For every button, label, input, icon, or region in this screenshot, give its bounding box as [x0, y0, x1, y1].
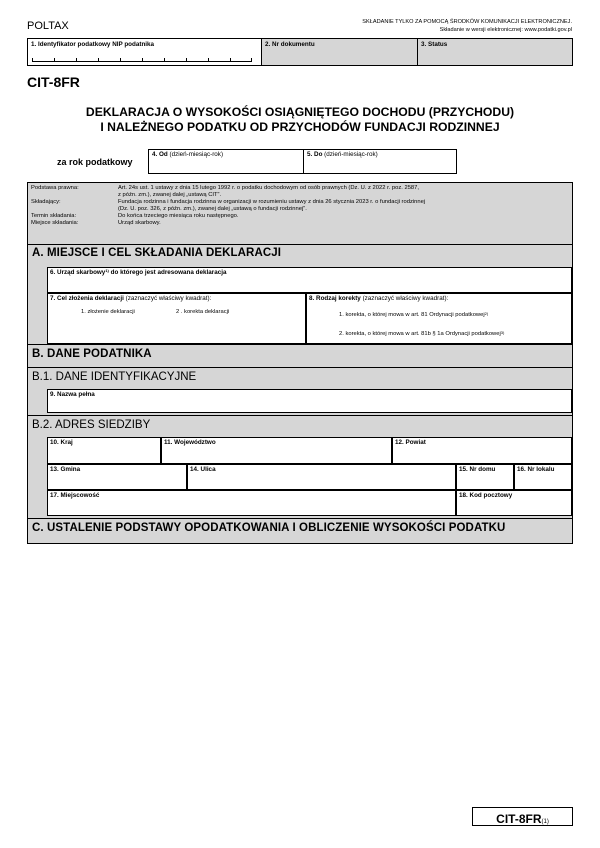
- info-block: [31, 185, 569, 227]
- street-field[interactable]: [187, 464, 456, 490]
- full-name-field[interactable]: [47, 389, 572, 413]
- filer-label: Składający:: [31, 198, 61, 205]
- correction-option-art81b[interactable]: [339, 331, 504, 338]
- f7-num: 7.: [50, 295, 56, 302]
- period-from-num: 4.: [152, 151, 158, 158]
- section-b1-title: B.1. DANE IDENTYFIKACYJNE: [32, 371, 197, 383]
- document-number-field: [262, 39, 418, 65]
- legal-basis-line2: z późn. zm.), zwanej dalej „ustawą CIT”.: [118, 191, 222, 198]
- form-code: CIT-8FR: [27, 74, 80, 90]
- form-title-line1: DEKLARACJA O WYSOKOŚCI OSIĄGNIĘTEGO DOCHODU (PRZYCHODU): [85, 105, 515, 119]
- submission-note: [362, 19, 572, 34]
- section-c-title: C. USTALENIE PODSTAWY OPODATKOWANIA I OBLICZENIE WYSOKOŚCI PODATKU: [32, 522, 506, 534]
- f18-num: 18.: [459, 492, 468, 499]
- section-a-title: A. MIEJSCE I CEL SKŁADANIA DEKLARACJI: [32, 247, 282, 259]
- place-value: Urząd skarbowy.: [118, 219, 161, 226]
- f8-num: 8.: [309, 295, 315, 302]
- f6-label: Urząd skarbowy: [57, 269, 106, 276]
- purpose-option-correction[interactable]: 2 . korekta deklaracji: [176, 309, 230, 315]
- house-number-field[interactable]: [456, 464, 514, 490]
- f10-label: Kraj: [60, 439, 73, 446]
- correction-option-art81b-label: 2. korekta, o której mowa w art. 81b § 1a Ordynacji podatkowej: [339, 331, 501, 337]
- purpose-option-submit[interactable]: 1. złożenie deklaracji: [81, 309, 135, 315]
- f15-label: Nr domu: [469, 466, 496, 473]
- legal-basis-line1: Art. 24s ust. 1 ustawy z dnia 15 lutego 1992 r. o podatku dochodowym od osób prawnych (Dz. U. z 2022 r. poz. 2587,: [118, 185, 419, 191]
- footer-form-code: [472, 807, 573, 826]
- period-from-field[interactable]: [149, 150, 304, 173]
- period-to-label: Do: [314, 151, 323, 158]
- deadline-value: Do końca trzeciego miesiąca roku następnego.: [118, 212, 239, 219]
- doc-num: 2.: [265, 41, 271, 48]
- correction-option-art81[interactable]: [339, 312, 488, 319]
- section-b-title: B. DANE PODATNIKA: [32, 348, 152, 360]
- deadline-label: Termin składania:: [31, 212, 77, 219]
- f8-hint: (zaznaczyć właściwy kwadrat):: [362, 295, 449, 302]
- postal-code-field[interactable]: [456, 490, 572, 516]
- legal-basis-label: Podstawa prawna:: [31, 185, 79, 191]
- nip-comb: [32, 58, 252, 62]
- correction-option-art81-sup: 2): [484, 311, 489, 316]
- declaration-purpose-field[interactable]: [47, 293, 306, 344]
- f13-num: 13.: [50, 466, 59, 473]
- footer-version: (1): [541, 819, 549, 825]
- status-num: 3.: [421, 41, 427, 48]
- f12-label: Powiat: [405, 439, 426, 446]
- main-form: [27, 182, 573, 544]
- form-title-line2: I NALEŻNEGO PODATKU OD PRZYCHODÓW FUNDACJI RODZINNEJ: [100, 120, 500, 134]
- f16-num: 16.: [517, 466, 526, 473]
- city-field[interactable]: [47, 490, 456, 516]
- nip-num: 1.: [31, 41, 37, 48]
- f16-label: Nr lokalu: [527, 466, 555, 473]
- period-from-hint: (dzień-miesiąc-rok): [169, 151, 224, 158]
- f10-num: 10.: [50, 439, 59, 446]
- f6-label-rest: do którego jest adresowana deklaracja: [108, 269, 227, 276]
- correction-option-art81b-sup: 3): [500, 330, 505, 335]
- f15-num: 15.: [459, 466, 468, 473]
- f18-label: Kod pocztowy: [469, 492, 513, 499]
- correction-type-field[interactable]: [306, 293, 572, 344]
- f13-label: Gmina: [60, 466, 81, 473]
- f9-label: Nazwa pełna: [57, 391, 95, 398]
- submission-note-line1: SKŁADANIE TYLKO ZA POMOCĄ ŚRODKÓW KOMUNIKACJI ELEKTRONICZNEJ.: [362, 19, 572, 25]
- f7-hint: (zaznaczyć właściwy kwadrat):: [125, 295, 212, 302]
- status-label: Status: [428, 41, 448, 48]
- district-field[interactable]: [392, 437, 572, 464]
- doc-label: Nr dokumentu: [272, 41, 315, 48]
- top-fields-row: [27, 38, 573, 66]
- f17-label: Miejscowość: [60, 492, 100, 499]
- filer-line1: Fundacja rodzinna i fundacja rodzinna w organizacji w rozumieniu ustawy z dnia 26 stycznia 2023 r. o fundacji rodzinnej: [118, 198, 426, 205]
- f12-num: 12.: [395, 439, 404, 446]
- f11-num: 11.: [164, 439, 173, 446]
- f9-num: 9.: [50, 391, 56, 398]
- correction-option-art81-label: 1. korekta, o której mowa w art. 81 Ordynacji podatkowej: [339, 312, 485, 318]
- apartment-number-field[interactable]: [514, 464, 572, 490]
- f8-label: Rodzaj korekty: [316, 295, 361, 302]
- f14-num: 14.: [190, 466, 199, 473]
- f11-label: Województwo: [174, 439, 216, 446]
- f6-num: 6.: [50, 269, 56, 276]
- voivodeship-field[interactable]: [161, 437, 392, 464]
- form-title: [27, 105, 573, 135]
- brand-label: POLTAX: [27, 20, 69, 32]
- f6-sup: 1): [105, 268, 109, 273]
- place-label: Miejsce składania:: [31, 219, 79, 226]
- nip-field[interactable]: [28, 39, 262, 65]
- status-field: [418, 39, 572, 65]
- f7-label: Cel złożenia deklaracji: [57, 295, 124, 302]
- nip-label: Identyfikator podatkowy NIP podatnika: [38, 41, 155, 48]
- f14-label: Ulica: [200, 466, 216, 473]
- section-b2-title: B.2. ADRES SIEDZIBY: [32, 419, 151, 431]
- f17-num: 17.: [50, 492, 59, 499]
- filer-line2: (Dz. U. poz. 326, z późn. zm.), zwanej dalej „ustawą o fundacji rodzinnej”.: [118, 205, 307, 212]
- period-to-num: 5.: [307, 151, 313, 158]
- period-to-hint: (dzień-miesiąc-rok): [324, 151, 378, 158]
- tax-year-label: za rok podatkowy: [57, 157, 133, 167]
- tax-year-fields: [148, 149, 457, 174]
- tax-office-field[interactable]: [47, 267, 572, 293]
- municipality-field[interactable]: [47, 464, 187, 490]
- country-field[interactable]: [47, 437, 161, 464]
- submission-note-line2: Składanie w wersji elektronicznej: www.podatki.gov.pl: [439, 26, 572, 33]
- footer-code: CIT-8FR: [496, 812, 542, 826]
- period-to-field[interactable]: [304, 150, 456, 173]
- period-from-label: Od: [159, 151, 168, 158]
